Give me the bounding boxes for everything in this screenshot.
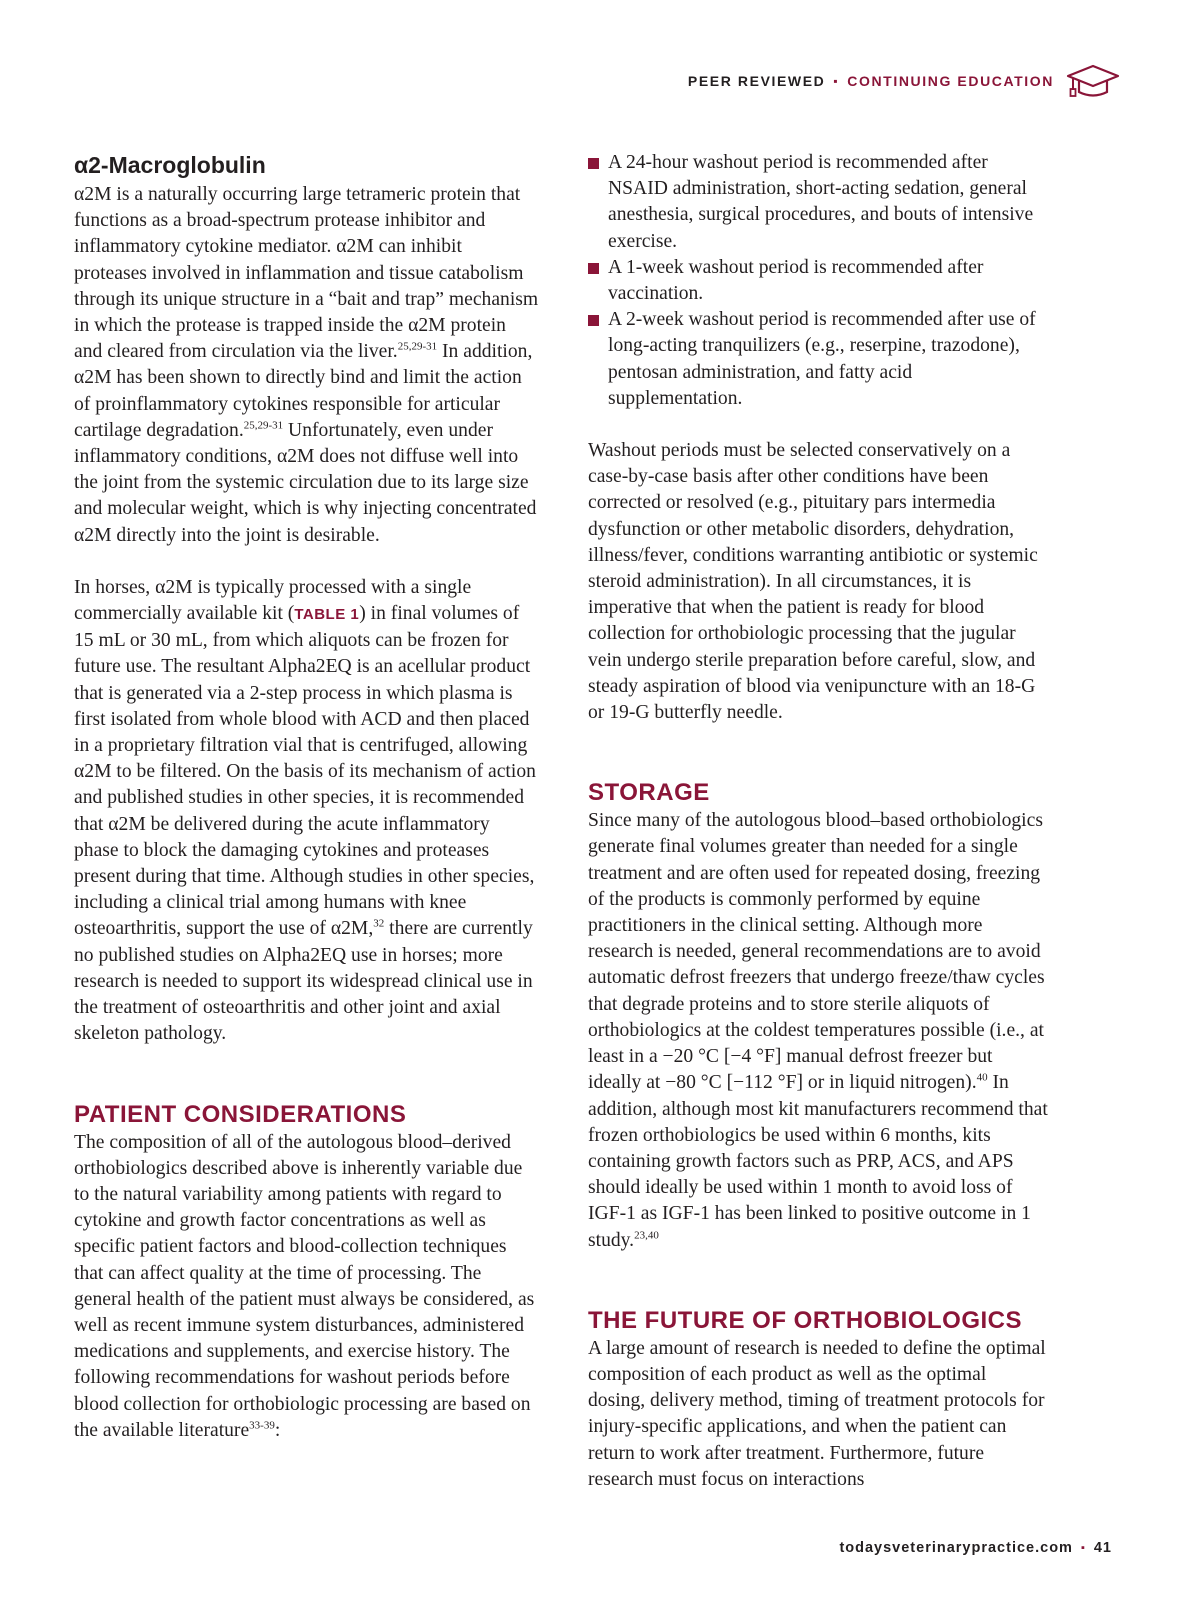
citation: 25,29-31: [397, 340, 438, 353]
text-span: In horses, α2M is typically processed with a single commercially available kit (: [74, 576, 472, 625]
text-span: α2M is a naturally occurring large tetrameric protein that functions as a broad-spectrum protease inhibitor and inflammatory cytokine mediator. α2M can inhibit proteases involved in inflammation and tissue catabolism through its unique structure in a “bait and trap” mechanism in which the protease is trapped inside the α2M protein and cleared from circulation via the liver.: [74, 184, 539, 363]
bullet-square-icon: [588, 263, 599, 274]
page-footer: [839, 1540, 1112, 1556]
washout-list: [588, 150, 1048, 412]
text-span: The composition of all of the autologous blood–derived orthobiologics described above is inherently variable due to the natural variability among patients with regard to cytokine and growth factor concentrations as well as specific patient factors and blood-collection techniques that can affect quality at the time of processing. The general health of the patient must always be considered, as well as recent immune system disturbances, administered medications and supplements, and exercise history. The following recommendations for washout periods before blood collection for orthobiologic processing are based on the available literature: [74, 1131, 535, 1441]
list-item: [588, 150, 1048, 255]
text-span: Since many of the autologous blood–based orthobiologics generate final volumes greater than needed for a single treatment and are often used for repeated dosing, freezing of the products is commonly performed by equine practitioners in the clinical setting. Although more research is needed, general recommendations are to avoid automatic defrost freezers that undergo freeze/thaw cycles that degrade proteins and to store sterile aliquots of orthobiologics at the coldest temperatures possible (i.e., at least in a −20 °C [−4 °F] manual defrost freezer but ideally at −80 °C [−112 °F] or in liquid nitrogen).: [588, 810, 1045, 1094]
alpha2-macroglobulin-heading: α2-Macroglobulin: [74, 152, 266, 178]
header-separator: ▪: [833, 74, 840, 88]
bullet-square-icon: [588, 315, 599, 326]
page-number: 41: [1093, 1540, 1112, 1556]
text-span: ) in final volumes of 15 mL or 30 mL, from which aliquots can be frozen for future use. The resultant Alpha2EQ is an acellular product that is generated via a 2-step process in which plasma is first isolated from whole blood with ACD and then placed in a proprietary filtration vial that is centrifuged, allowing α2M to be filtered. On the basis of its mechanism of action and published studies in other species, it is recommended that α2M be delivered during the acute inflammatory phase to block the damaging cytokines and proteases present during that time. Although studies in other species, including a clinical trial among humans with knee osteoarthritis, support the use of α2M,: [74, 603, 536, 940]
footer-separator: ▪: [1080, 1542, 1086, 1554]
patient-considerations-paragraph: [74, 1130, 539, 1444]
left-column: [74, 150, 539, 1444]
website-link[interactable]: todaysveterinarypractice.com: [839, 1540, 1073, 1556]
text-span: Unfortunately, even under inflammatory conditions, α2M does not diffuse well into the joint from the systemic circulation due to its large size and molecular weight, which is why injecting concentrated α2M directly into the joint is desirable.: [74, 419, 537, 546]
right-column: [588, 150, 1048, 1493]
running-header: [688, 62, 1120, 100]
list-item: [588, 307, 1048, 412]
continuing-education-label: CONTINUING EDUCATION: [847, 73, 1054, 89]
citation: 25,29-31: [243, 419, 284, 432]
citation: 40: [976, 1071, 988, 1084]
alpha2m-paragraph-1: [74, 182, 539, 549]
washout-paragraph: Washout periods must be selected conservatively on a case-by-case basis after other conditions have been corrected or resolved (e.g., pituitary pars intermedia dysfunction or other metabolic disorders, dehydration, illness/fever, conditions warranting antibiotic or systemic steroid administration). In all circumstances, it is imperative that when the patient is ready for blood collection for orthobiologic processing that the jugular vein undergo sterile preparation before careful, slow, and steady aspiration of blood via venipuncture with an 18-G or 19-G butterfly needle.: [588, 440, 1038, 724]
alpha2m-paragraph-2: [74, 575, 539, 1048]
text-span: :: [274, 1419, 281, 1441]
storage-paragraph: [588, 808, 1048, 1253]
text-span: there are currently no published studies on Alpha2EQ use in horses; more research is needed to support its widespread clinical use in the treatment of osteoarthritis and other joint and axial skeleton pathology.: [74, 918, 533, 1045]
list-item-text: A 2-week washout period is recommended after use of long-acting tranquilizers (e.g., reserpine, trazodone), pentosan administration, and fatty acid supplementation.: [608, 309, 1036, 409]
citation: 32: [373, 917, 385, 930]
list-item: [588, 255, 1048, 307]
future-paragraph: A large amount of research is needed to define the optimal composition of each product as well as the optimal dosing, delivery method, timing of treatment protocols for injury-specific applications, and when the patient can return to work after treatment. Furthermore, future research must focus on interactions: [588, 1337, 1046, 1490]
citation: 23,40: [634, 1228, 659, 1241]
storage-heading: STORAGE: [588, 779, 710, 807]
peer-reviewed-label: PEER REVIEWED: [687, 73, 826, 89]
table-1-link[interactable]: TABLE 1: [294, 606, 360, 624]
future-of-orthobiologics-heading: THE FUTURE OF ORTHOBIOLOGICS: [588, 1306, 1022, 1334]
list-item-text: A 24-hour washout period is recommended after NSAID administration, short-acting sedation, general anesthesia, surgical procedures, and bouts of intensive exercise.: [608, 152, 1034, 252]
text-span: In addition, α2M has been shown to directly bind and limit the action of proinflammatory cytokines responsible for articular cartilage degradation.: [74, 341, 533, 441]
citation: 33-39: [249, 1419, 275, 1432]
graduation-cap-icon: [1066, 62, 1120, 100]
bullet-square-icon: [588, 158, 599, 169]
text-span: In addition, although most kit manufacturers recommend that frozen orthobiologics be used within 6 months, kits containing growth factors such as PRP, ACS, and APS should ideally be used within 1 month to avoid loss of IGF-1 as IGF-1 has been linked to positive outcome in 1 study.: [588, 1072, 1048, 1251]
list-item-text: A 1-week washout period is recommended after vaccination.: [608, 256, 984, 305]
patient-considerations-heading: PATIENT CONSIDERATIONS: [74, 1100, 407, 1128]
